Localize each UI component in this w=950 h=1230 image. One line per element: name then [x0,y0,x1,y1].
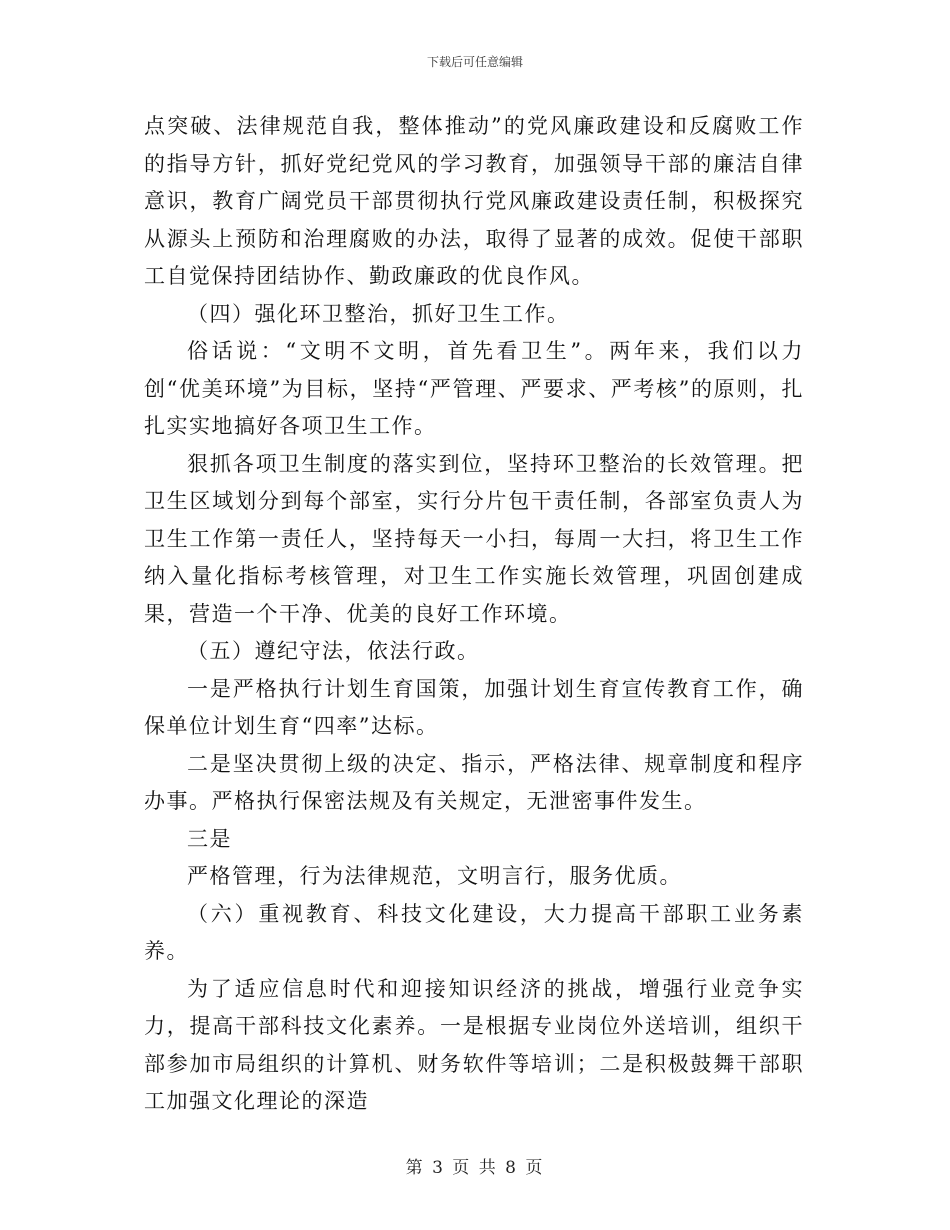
paragraph: 三是 [187,826,232,851]
section-heading: （六）重视教育、科技文化建设，大力提高干部职工业务素养。 [144,901,804,963]
paragraph: 狠抓各项卫生制度的落实到位，坚持环卫整治的长效管理。把卫生区域划分到每个部室，实行分片包干责任制，各部室负责人为卫生工作第一责任人，坚持每天一小扫，每周一大扫，将卫生工作纳入量化指标考核管理，对卫生工作实施长效管理，巩固创建成果，营造一个干净、优美的良好工作环境。 [144,451,804,626]
page-header-note: 下载后可任意编辑 [426,55,523,69]
paragraph: 点突破、法律规范自我，整体推动”的党风廉政建设和反腐败工作的指导方针，抓好党纪党风的学习教育，加强领导干部的廉洁自律意识，教育广阔党员干部贯彻执行党风廉政建设责任制，积极探究从源头上预防和治理腐败的办法，取得了显著的成效。促使干部职工自觉保持团结协作、勤政廉政的优良作风。 [144,114,804,288]
paragraph: 俗话说：“文明不文明，首先看卫生”。两年来，我们以力创“优美环境”为目标，坚持“严管理、严要求、严考核”的原则，扎扎实实地搞好各项卫生工作。 [144,339,804,438]
page-number: 第 3 页 共 8 页 [405,1158,545,1178]
section-heading: （四）强化环卫整治，抓好卫生工作。 [187,301,570,326]
paragraph: 一是严格执行计划生育国策，加强计划生育宣传教育工作，确保单位计划生育“四率”达标。 [144,676,804,738]
paragraph: 二是坚决贯彻上级的决定、指示，严格法律、规章制度和程序办事。严格执行保密法规及有关规定，无泄密事件发生。 [144,751,804,813]
paragraph: 严格管理，行为法律规范，文明言行，服务优质。 [187,864,682,888]
section-heading: （五）遵纪守法，依法行政。 [187,639,480,663]
paragraph: 为了适应信息时代和迎接知识经济的挑战，增强行业竞争实力，提高干部科技文化素养。一是根据专业岗位外送培训，组织干部参加市局组织的计算机、财务软件等培训；二是积极鼓舞干部职工加强文化理论的深造 [144,976,804,1113]
document-body [144,108,804,1121]
